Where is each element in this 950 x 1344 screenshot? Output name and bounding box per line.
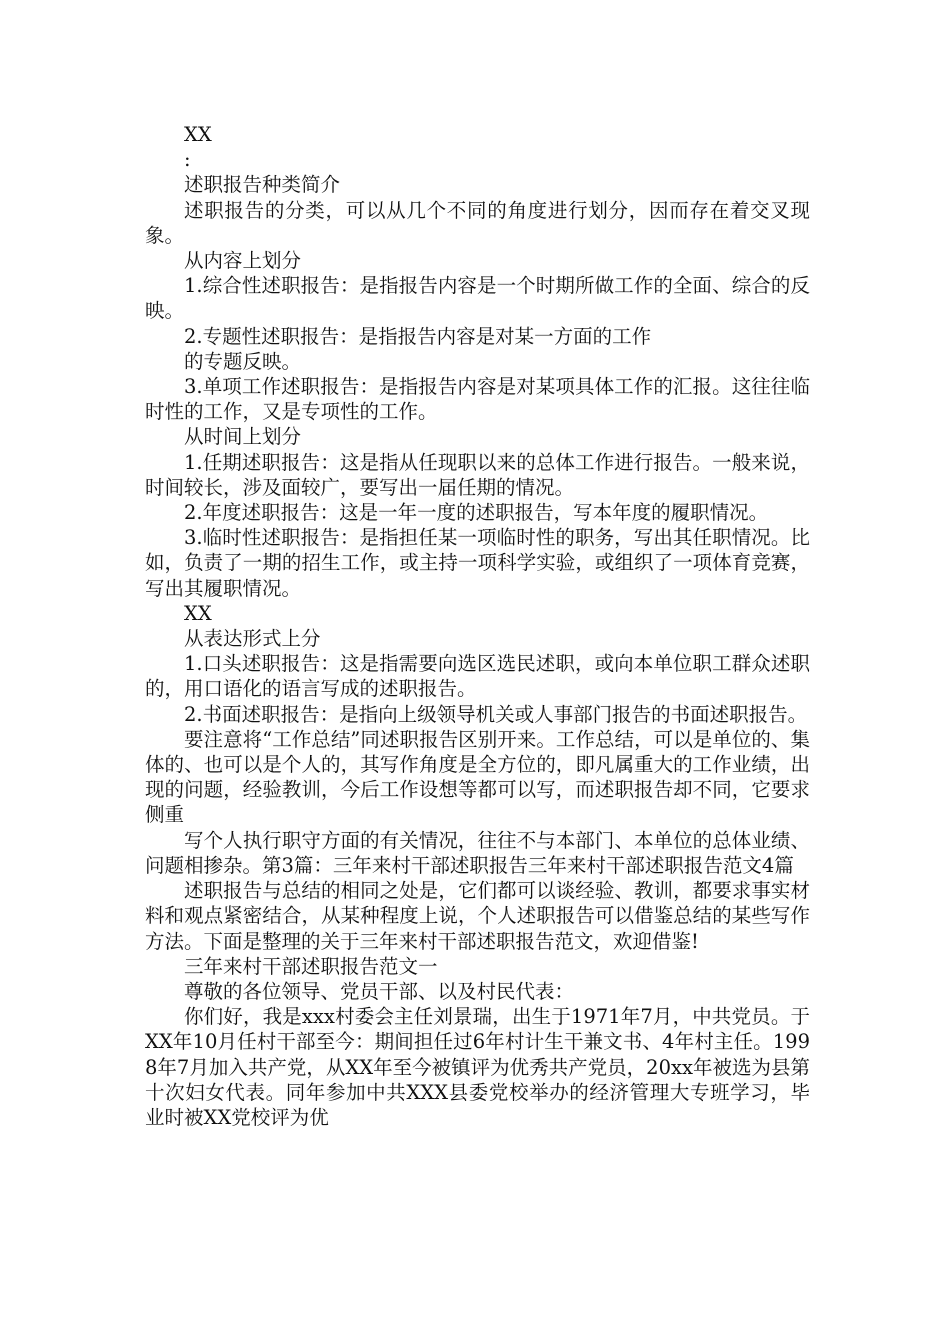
paragraph: 要注意将“工作总结”同述职报告区别开来。工作总结，可以是单位的、集体的、也可以是个人的，其写作角度是全方位的，即凡属重大的工作业绩，出现的问题，经验教训，今后工作设想等都可以写，而述职报告却不同，它要求侧重 <box>145 727 810 827</box>
paragraph-subheading: 从时间上划分 <box>184 425 302 449</box>
paragraph-subheading: 从内容上划分 <box>184 249 302 273</box>
paragraph: 3.单项工作述职报告：是指报告内容是对某项具体工作的汇报。这往往临时性的工作，又是专项性的工作。 <box>145 375 810 424</box>
paragraph-subheading: 三年来村干部述职报告范文一 <box>184 954 438 978</box>
paragraph: 2.年度述职报告：这是一年一度的述职报告，写本年度的履职情况。 <box>184 501 769 525</box>
paragraph: 述职报告的分类，可以从几个不同的角度进行划分，因而存在着交叉现象。 <box>145 198 810 247</box>
paragraph: 1.综合性述职报告：是指报告内容是一个时期所做工作的全面、综合的反映。 <box>145 274 810 323</box>
paragraph: 你们好，我是xxx村委会主任刘景瑞，出生于1971年7月，中共党员。于XX年10月任村干部至今：期间担任过6年村计生干兼文书、4年村主任。1998年7月加入共产党，从XX年至今被镇评为优秀共产党员，20xx年被选为县第十次妇女代表。同年参加中共XXX县委党校举办的经济管理大专班学习，毕业时被XX党校评为优 <box>145 1005 810 1129</box>
paragraph-section-title: 述职报告种类简介 <box>184 173 341 197</box>
paragraph: 2.专题性述职报告：是指报告内容是对某一方面的工作 <box>184 324 652 348</box>
paragraph-continuation: 的专题反映。 <box>184 349 302 373</box>
paragraph-colon: : <box>184 148 191 172</box>
paragraph: 写个人执行职守方面的有关情况，往往不与本部门、本单位的总体业绩、问题相掺杂。第3篇：三年来村干部述职报告三年来村干部述职报告范文4篇 <box>145 828 810 877</box>
paragraph-heading-xx: XX <box>184 123 212 146</box>
paragraph: 3.临时性述职报告：是指担任某一项临时性的职务，写出其任职情况。比如，负责了一期的招生工作，或主持一项科学实验，或组织了一项体育竞赛，写出其履职情况。 <box>145 526 810 600</box>
paragraph-heading-xx: XX <box>184 601 212 625</box>
paragraph: 1.口头述职报告：这是指需要向选区选民述职，或向本单位职工群众述职的，用口语化的语言写成的述职报告。 <box>145 652 810 701</box>
paragraph: 2.书面述职报告：是指向上级领导机关或人事部门报告的书面述职报告。 <box>184 702 808 726</box>
paragraph: 1.任期述职报告：这是指从任现职以来的总体工作进行报告。一般来说，时间较长，涉及面较广，要写出一届任期的情况。 <box>145 450 810 499</box>
paragraph-salutation: 尊敬的各位领导、党员干部、以及村民代表： <box>184 979 575 1003</box>
paragraph: 述职报告与总结的相同之处是，它们都可以谈经验、教训，都要求事实材料和观点紧密结合，从某种程度上说，个人述职报告可以借鉴总结的某些写作方法。下面是整理的关于三年来村干部述职报告范文，欢迎借鉴! <box>145 879 810 953</box>
paragraph-subheading: 从表达形式上分 <box>184 627 321 651</box>
document-body <box>145 122 810 1130</box>
